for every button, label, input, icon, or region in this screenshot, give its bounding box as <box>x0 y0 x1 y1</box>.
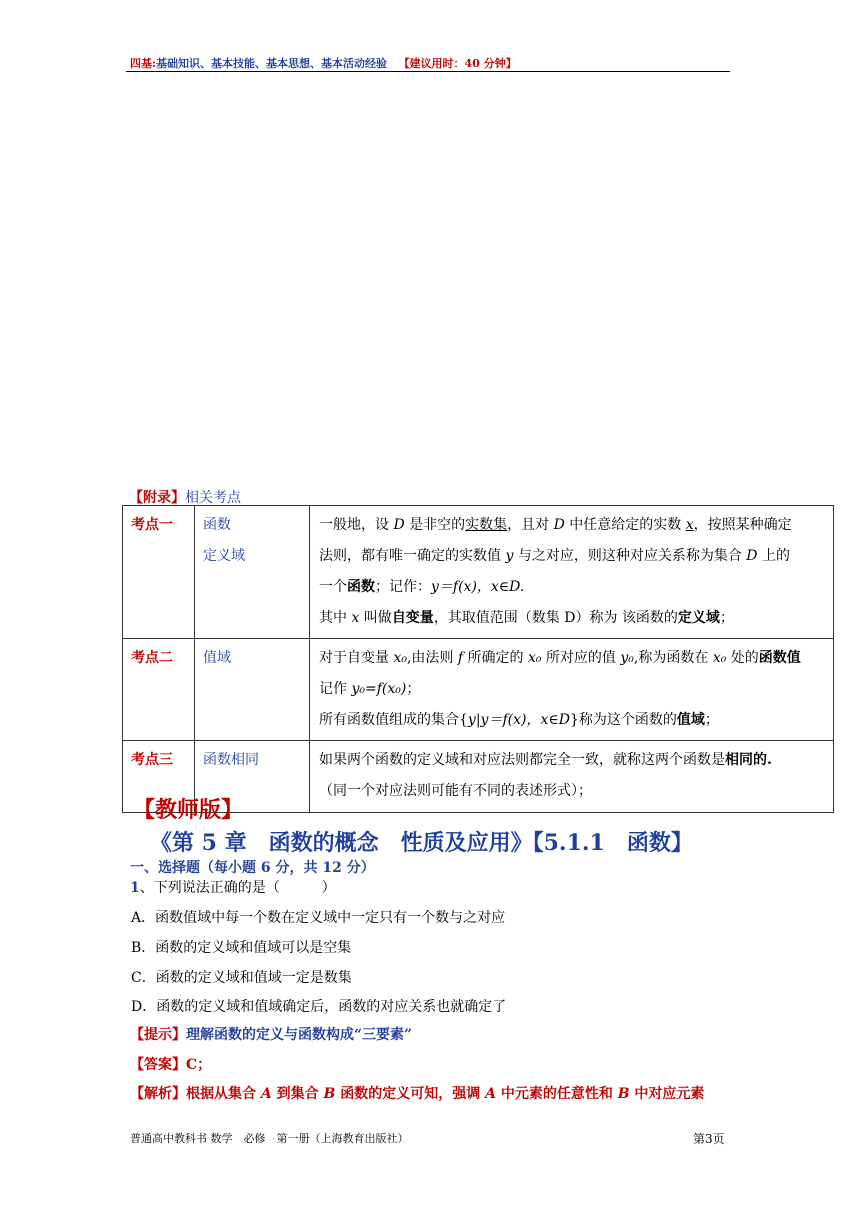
point-content <box>310 741 834 813</box>
question-number: 1 <box>130 880 140 896</box>
header-suggest: 【建议用时：40 分钟】 <box>398 57 517 70</box>
content-line: 所有函数值组成的集合{y|y＝f(x)，x∈D}称为这个函数的值域； <box>319 712 719 728</box>
appendix-text: 相关考点 <box>185 490 241 506</box>
hint-label: 【提示】 <box>130 1027 186 1043</box>
teacher-edition-label: 【教师版】 <box>133 797 244 823</box>
content-line: 记作 y₀=f(x₀)； <box>319 681 421 697</box>
point-label: 考点三 <box>123 741 195 813</box>
content-line: 如果两个函数的定义域和对应法则都完全一致，就称这两个函数是相同的. <box>319 752 772 768</box>
appendix-title <box>129 487 241 507</box>
header-prefix: 四基: <box>130 57 157 70</box>
point-content <box>310 506 834 639</box>
page-header <box>130 55 517 71</box>
content-line: 对于自变量 x₀,由法则 f 所确定的 x₀ 所对应的值 y₀,称为函数在 x₀ 处的函数值 <box>319 650 801 666</box>
table-row <box>123 506 834 639</box>
appendix-bracket: 【附录】 <box>129 490 185 506</box>
point-topic: 值域 <box>195 639 310 741</box>
point-label: 考点一 <box>123 506 195 639</box>
explanation: 【解析】根据从集合 A 到集合 B 函数的定义可知，强调 A 中元素的任意性和 B 中对应元素 <box>130 1086 705 1102</box>
option-c: C．函数的定义域和值域一定是数集 <box>131 970 352 986</box>
question-stem <box>130 877 336 897</box>
point-topic: 函数相同 <box>195 741 310 813</box>
hint-text: 理解函数的定义与函数构成“三要素” <box>186 1027 413 1043</box>
content-line: 法则，都有唯一确定的实数值 y 与之对应，则这种对应关系称为集合 D 上的 <box>319 548 790 564</box>
chapter-title: 《第 5 章 函数的概念 性质及应用》【5.1.1 函数】 <box>150 830 693 856</box>
topic-function: 函数 <box>203 517 231 533</box>
answer-label: 【答案】 <box>130 1057 186 1073</box>
header-main: 基础知识、基本技能、基本思想、基本活动经验 <box>156 57 388 70</box>
header-rule <box>126 71 730 72</box>
point-topic <box>195 506 310 639</box>
question-text: 、下列说法正确的是（ ） <box>139 880 336 896</box>
footer-book-title: 普通高中教科书 数学 必修 第一册（上海教育出版社） <box>130 1132 409 1145</box>
point-content <box>310 639 834 741</box>
topic-domain: 定义域 <box>203 548 245 564</box>
answer <box>130 1054 211 1074</box>
table-row <box>123 639 834 741</box>
key-points-table <box>122 505 834 813</box>
content-line: 其中 x 叫做自变量，其取值范围（数集 D）称为 该函数的定义域； <box>319 610 734 626</box>
section-heading: 一、选择题（每小题 6 分，共 12 分） <box>130 860 375 876</box>
content-line: 一般地，设 D 是非空的实数集，且对 D 中任意给定的实数 x，按照某种确定 <box>319 517 792 533</box>
page-number: 第3页 <box>693 1132 725 1146</box>
answer-text: C； <box>186 1057 212 1073</box>
option-a: A．函数值域中每一个数在定义域中一定只有一个数与之对应 <box>131 910 506 926</box>
option-d: D．函数的定义域和值域确定后，函数的对应关系也就确定了 <box>131 999 507 1015</box>
point-label: 考点二 <box>123 639 195 741</box>
option-b: B．函数的定义域和值域可以是空集 <box>131 940 352 956</box>
content-line: （同一个对应法则可能有不同的表述形式）； <box>319 783 592 799</box>
hint <box>130 1024 412 1044</box>
content-line: 一个函数；记作：y＝f(x)，x∈D. <box>319 579 525 595</box>
